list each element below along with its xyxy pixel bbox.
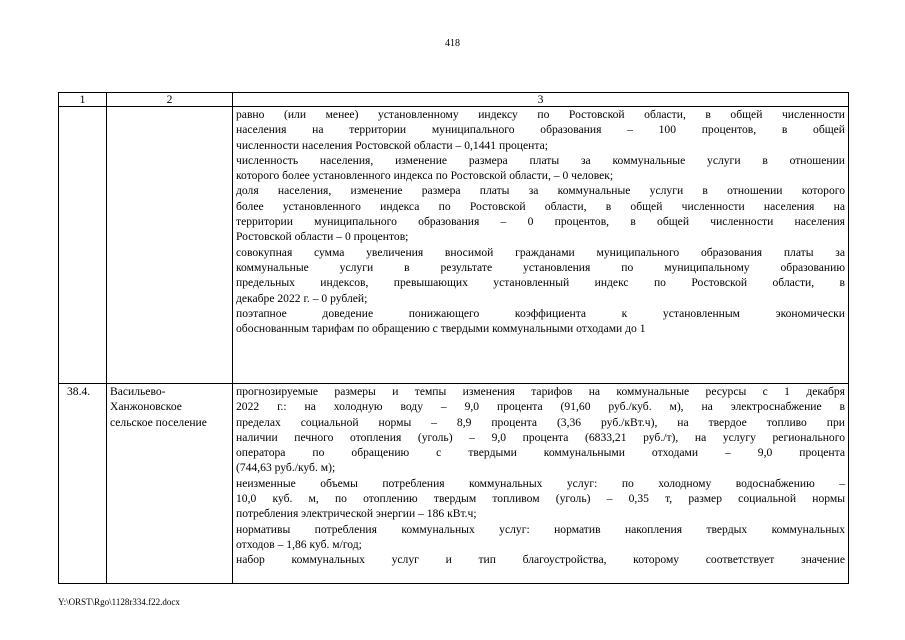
settlement-name-line: Ханжоновское [110,400,182,414]
table-row-38-4 [59,384,849,584]
text-line: численность населения, изменение размера платы за коммунальные услуги в отношении [236,153,845,167]
text-line: прогнозируемые размеры и темпы изменения тарифов на коммунальные ресурсы с 1 декабря [236,385,845,398]
text-line: равно (или менее) установленному индексу по Ростовской области, в общей численности [236,108,845,121]
settlement-name-cell [107,384,233,584]
header-col-2: 2 [107,93,233,107]
text-line: (744,63 руб./куб. м); [236,461,336,475]
text-line: территории муниципального образования – 0 процентов, в общей численности населения [236,215,845,229]
text-line: которого более установленного индекса по Ростовской области, – 0 человек; [236,169,614,183]
text-line: поэтапное доведение понижающего коэффициента к установленным экономически [236,306,845,320]
text-line: совокупная сумма увеличения вносимой гражданами муниципального образования платы за [236,245,845,259]
settlement-name-line: сельское поселение [110,415,207,429]
text-line: набор коммунальных услуг и тип благоустройства, которому соответствует значение [236,553,845,567]
header-col-1: 1 [59,93,107,107]
text-line: численности населения Ростовской области – 0,1441 процента; [236,138,548,152]
text-line: коммунальные услуги в результате установления по муниципальному образованию [236,260,845,274]
text-line: 10,0 куб. м, по отоплению твердым топливом (уголь) – 0,35 т, размер социальной нормы [236,492,845,506]
row-text-cell [233,384,849,584]
text-line: обоснованным тарифам по обращению с твердыми коммунальными отходами до 1 [236,322,646,336]
header-col-3: 3 [233,93,849,107]
row-number: 38.4. [59,384,107,584]
text-line: наличии печного отопления (уголь) – 9,0 процента (6833,21 руб./т), на услугу регионального [236,430,845,444]
text-line: населения на территории муниципального образования – 100 процентов, в общей [236,123,845,137]
text-line: пределах социальной нормы – 8,9 процента (3,36 руб./кВт.ч), на твердое топливо при [236,415,845,429]
page-number: 418 [445,38,460,49]
table-header-row [59,93,849,107]
text-line: доля населения, изменение размера платы за коммунальные услуги в отношении которого [236,184,845,198]
text-line: более установленного индекса по Ростовской области, в общей численности населения на [236,199,845,213]
settlement-name-line: Васильево- [110,385,166,398]
continuation-number-cell [59,107,107,384]
text-line: предельных индексов, превышающих установленный индекс по Ростовской области, в [236,276,845,290]
text-line: отходов – 1,86 куб. м/год; [236,537,362,551]
text-line: потребления электрической энергии – 186 кВт.ч; [236,507,477,521]
continuation-settlement-cell [107,107,233,384]
text-line: декабре 2022 г. – 0 рублей; [236,291,368,305]
file-path-footer: Y:\ORST\Rgo\1128r334.f22.docx [58,597,180,607]
continuation-text-cell [233,107,849,384]
text-line: 2022 г.: на холодную воду – 9,0 процента (91,60 руб./куб. м), на электроснабжение в [236,400,845,414]
document-table [58,92,849,584]
text-line: оператора по обращению с твердыми коммунальными отходами – 9,0 процента [236,446,845,460]
table-row-continuation [59,107,849,384]
text-line: Ростовской области – 0 процентов; [236,230,409,244]
text-line: нормативы потребления коммунальных услуг: норматив накопления твердых коммунальных [236,522,845,536]
text-line: неизменные объемы потребления коммунальных услуг: по холодному водоснабжению – [236,476,845,490]
